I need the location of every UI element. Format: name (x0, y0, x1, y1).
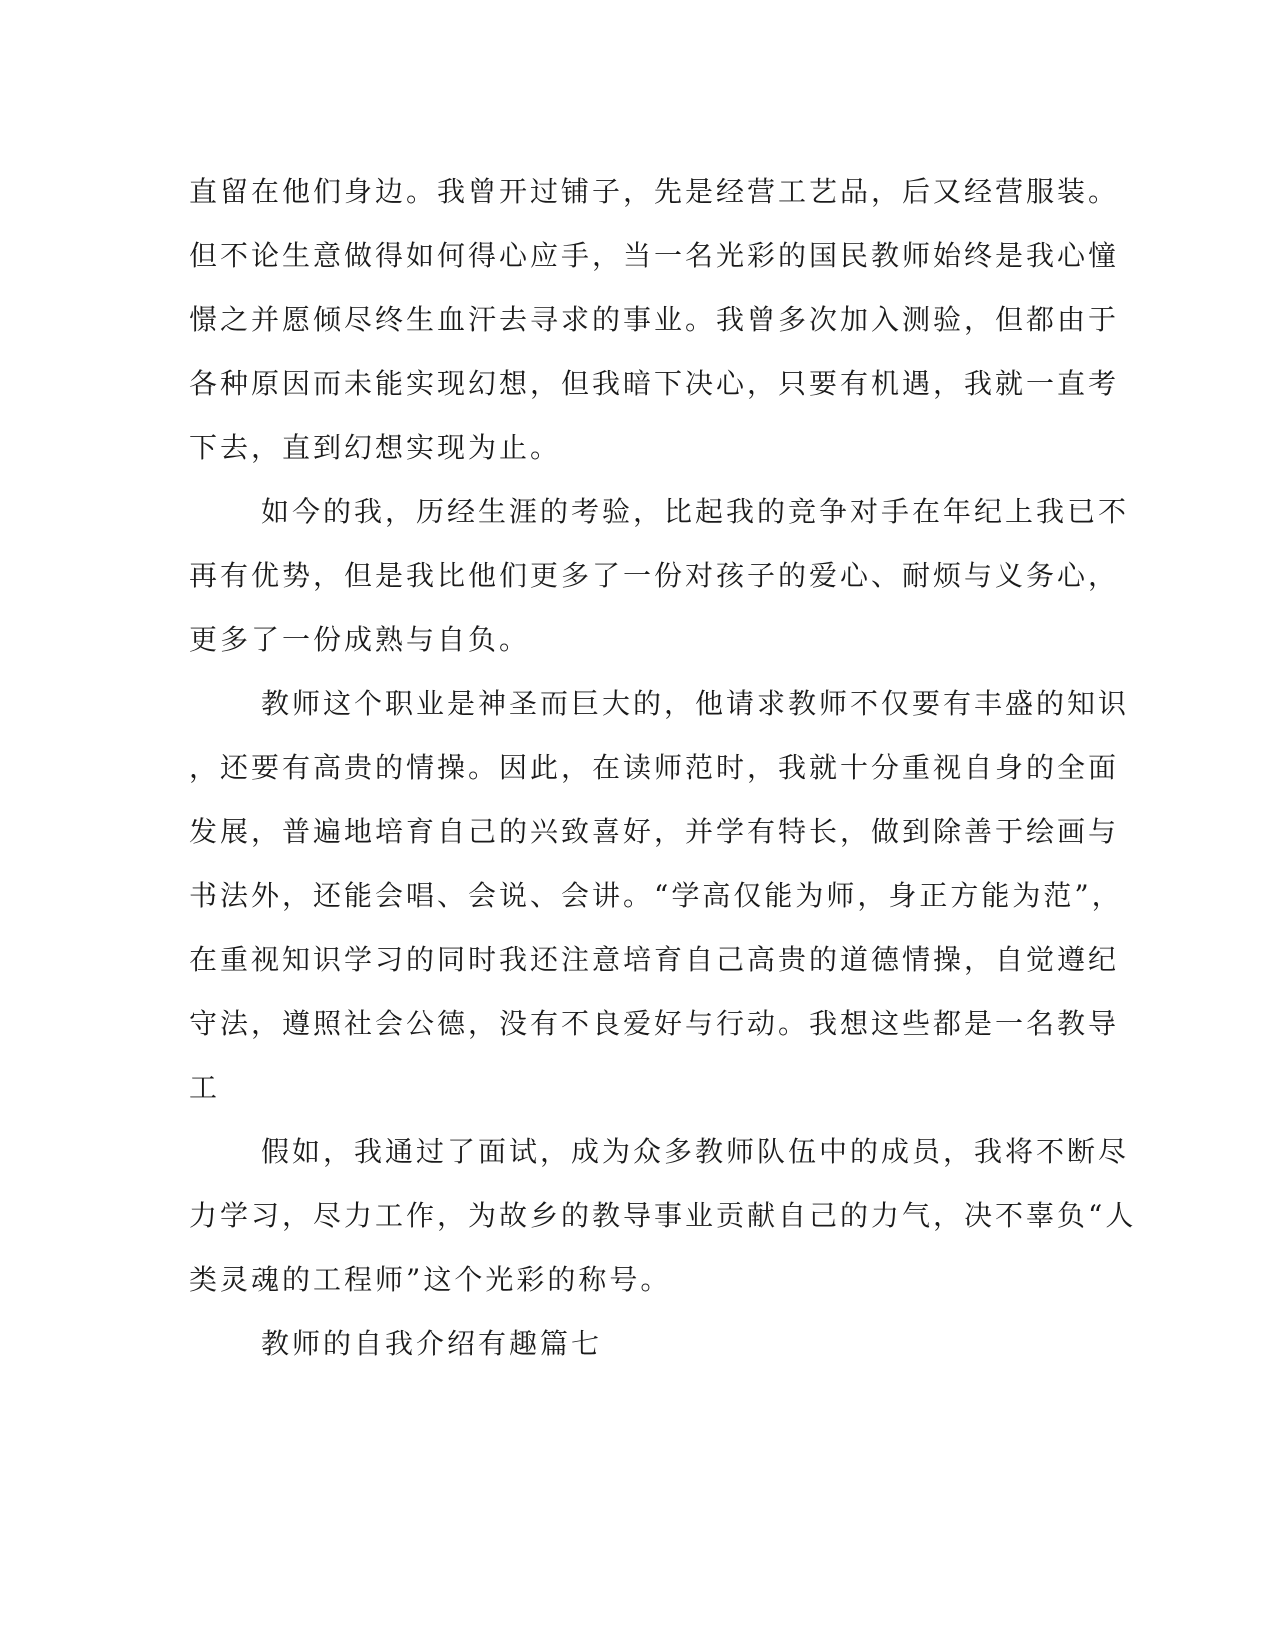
text-line: 直留在他们身边。我曾开过铺子，先是经营工艺品，后又经营服装。 (189, 175, 1120, 208)
text-line: 憬之并愿倾尽终生血汗去寻求的事业。我曾多次加入测验，但都由于 (189, 303, 1120, 336)
text-line: 类灵魂的工程师”这个光彩的称号。 (189, 1263, 672, 1296)
text-line: ，还要有高贵的情操。因此，在读师范时，我就十分重视自身的全面 (189, 751, 1120, 784)
text-line: 下去，直到幻想实现为止。 (189, 431, 562, 464)
text-line: 守法，遵照社会公德，没有不良爱好与行动。我想这些都是一名教导 (189, 1007, 1120, 1040)
text-line: 工 (189, 1071, 221, 1104)
text-line: 但不论生意做得如何得心应手，当一名光彩的国民教师始终是我心憧 (189, 239, 1120, 272)
text-line: 书法外，还能会唱、会说、会讲。“学高仅能为师，身正方能为范”， (189, 879, 1123, 912)
text-line: 更多了一份成熟与自负。 (189, 623, 531, 656)
paragraph-first-line: 教师这个职业是神圣而巨大的，他请求教师不仅要有丰盛的知识 (261, 687, 1130, 720)
text-line: 各种原因而未能实现幻想，但我暗下决心，只要有机遇，我就一直考 (189, 367, 1120, 400)
text-line: 再有优势，但是我比他们更多了一份对孩子的爱心、耐烦与义务心， (189, 559, 1120, 592)
text-line: 在重视知识学习的同时我还注意培育自己高贵的道德情操，自觉遵纪 (189, 943, 1120, 976)
text-line: 力学习，尽力工作，为故乡的教导事业贡献自己的力气，决不辜负“人 (189, 1199, 1137, 1232)
document-body (189, 160, 1137, 1376)
section-heading: 教师的自我介绍有趣篇七 (261, 1327, 603, 1360)
paragraph-first-line: 如今的我，历经生涯的考验，比起我的竞争对手在年纪上我已不 (261, 495, 1130, 528)
text-line: 发展，普遍地培育自己的兴致喜好，并学有特长，做到除善于绘画与 (189, 815, 1120, 848)
paragraph-first-line: 假如，我通过了面试，成为众多教师队伍中的成员，我将不断尽 (261, 1135, 1130, 1168)
